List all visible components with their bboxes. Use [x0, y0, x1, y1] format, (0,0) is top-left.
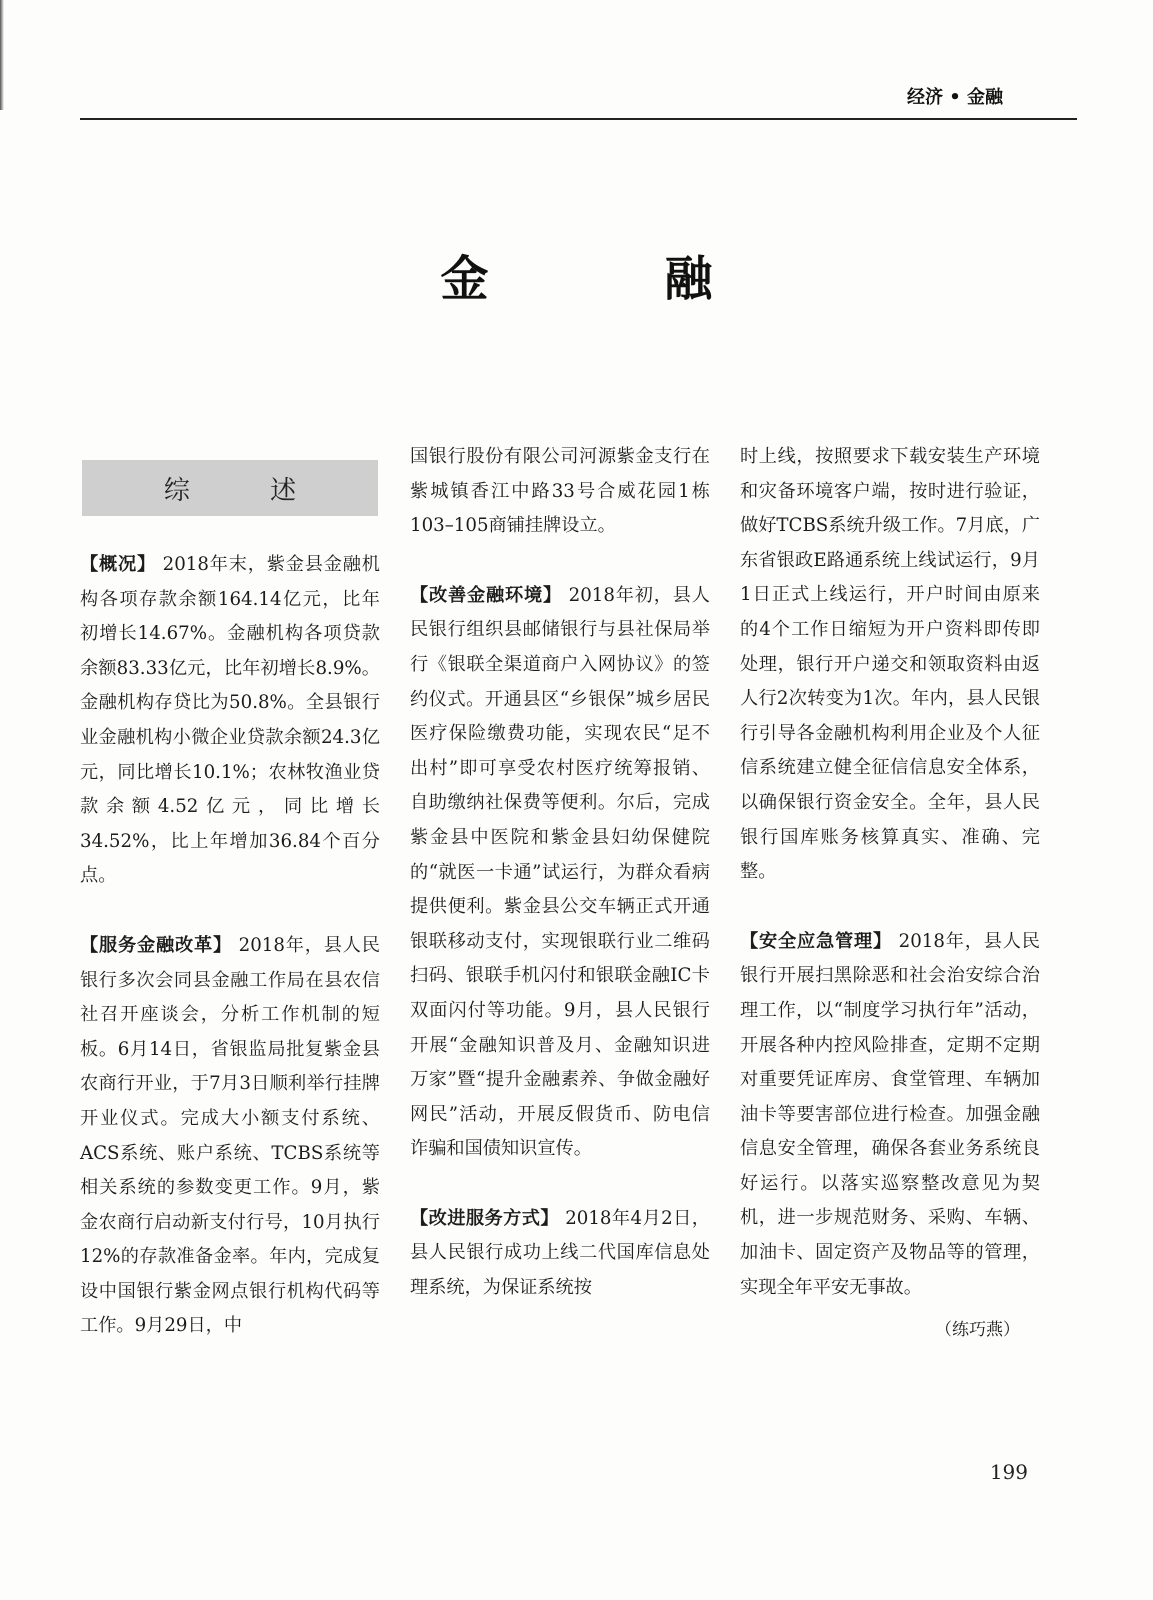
section-heading-banner — [82, 460, 378, 516]
paragraph-service-improvement — [410, 1202, 710, 1306]
paragraph-text: 时上线，按照要求下载安装生产环境和灾备环境客户端，按时进行验证，做好TCBS系统升级工作。7月底，广东省银政E路通系统上线试运行，9月1日正式上线运行，开户时间由原来的4个工作日缩短为开户资料即传即处理，银行开户递交和领取资料由返人行2次转变为1次。年内，县人民银行引导各金融机构利用企业及个人征信系统建立健全征信信息安全体系，以确保银行资金安全。全年，县人民银行国库账务核算真实、准确、完整。 — [740, 446, 1040, 883]
author-credit: （练巧燕） — [935, 1320, 1020, 1341]
paragraph-tag: 【改进服务方式】 — [410, 1207, 559, 1229]
paragraph-tag: 【安全应急管理】 — [740, 930, 893, 952]
paragraph-text: 2018年，县人民银行多次会同县金融工作局在县农信社召开座谈会，分析工作机制的短板。6月14日，省银监局批复紫金县农商行开业，于7月3日顺利举行挂牌开业仪式。完成大小额支付系统、ACS系统、账户系统、TCBS系统等相关系统的参数变更工作。9月，紫金农商行启动新支付行号，10月执行12%的存款准备金率。年内，完成复设中国银行紫金网点银行机构代码等工作。9月29日，中 — [80, 934, 380, 1337]
paragraph-text: 2018年初，县人民银行组织县邮储银行与县社保局举行《银联全渠道商户入网协议》的签约仪式。开通县区“乡银保”城乡居民医疗保险缴费功能，实现农民“足不出村”即可享受农村医疗统筹报销、自助缴纳社保费等便利。尔后，完成紫金县中医院和紫金县妇幼保健院的“就医一卡通”试运行，为群众看病提供便利。紫金县公交车辆正式开通银联移动支付，实现银联行业二维码扫码、银联手机闪付和银联金融IC卡双面闪付等功能。9月，县人民银行开展“金融知识普及月、金融知识进万家”暨“提升金融素养、争做金融好网民”活动，开展反假货币、防电信诈骗和国债知识宣传。 — [410, 584, 710, 1160]
paragraph-tag: 【概况】 — [80, 554, 157, 575]
text-column-1 — [80, 548, 380, 1344]
text-column-3 — [740, 440, 1040, 1348]
header-rule — [80, 118, 1077, 120]
paragraph-tag: 【改善金融环境】 — [410, 584, 563, 606]
page-number: 199 — [989, 1460, 1028, 1484]
paragraph-continued — [740, 440, 1040, 890]
paragraph-text: 2018年4月2日，县人民银行成功上线二代国库信息处理系统，为保证系统按 — [410, 1207, 710, 1299]
page-title: 金 融 — [440, 251, 777, 307]
paragraph-text: 2018年末，紫金县金融机构各项存款余额164.14亿元，比年初增长14.67%。金融机构各项贷款余额83.33亿元，比年初增长8.9%。金融机构存贷比为50.8%。全县银行业金融机构小微企业贷款余额24.3亿元，同比增长10.1%；农林牧渔业贷款余额4.52亿元，同比增长34.52%，比上年增加36.84个百分点。 — [80, 554, 380, 887]
paragraph-financial-reform — [80, 929, 380, 1344]
paragraph-overview — [80, 548, 380, 894]
paragraph-tag: 【服务金融改革】 — [80, 934, 233, 956]
running-header: 经济 • 金融 — [906, 87, 1003, 108]
paragraph-text: 2018年，县人民银行开展扫黑除恶和社会治安综合治理工作，以“制度学习执行年”活动，开展各种内控风险排查，定期不定期对重要凭证库房、食堂管理、车辆加油卡等要害部位进行检查。加强金融信息安全管理，确保各套业务系统良好运行。以落实巡察整改意见为契机，进一步规范财务、采购、车辆、加油卡、固定资产及物品等的管理，实现全年平安无事故。 — [740, 930, 1040, 1298]
paragraph-safety-emergency — [740, 925, 1040, 1306]
page-binding-shadow — [0, 0, 4, 110]
paragraph-text: 国银行股份有限公司河源紫金支行在紫城镇香江中路33号合威花园1栋103–105商铺挂牌设立。 — [410, 446, 710, 537]
paragraph-financial-environment — [410, 579, 710, 1167]
text-column-2 — [410, 440, 710, 1306]
paragraph-continued — [410, 440, 710, 544]
section-heading: 综 述 — [163, 475, 333, 506]
